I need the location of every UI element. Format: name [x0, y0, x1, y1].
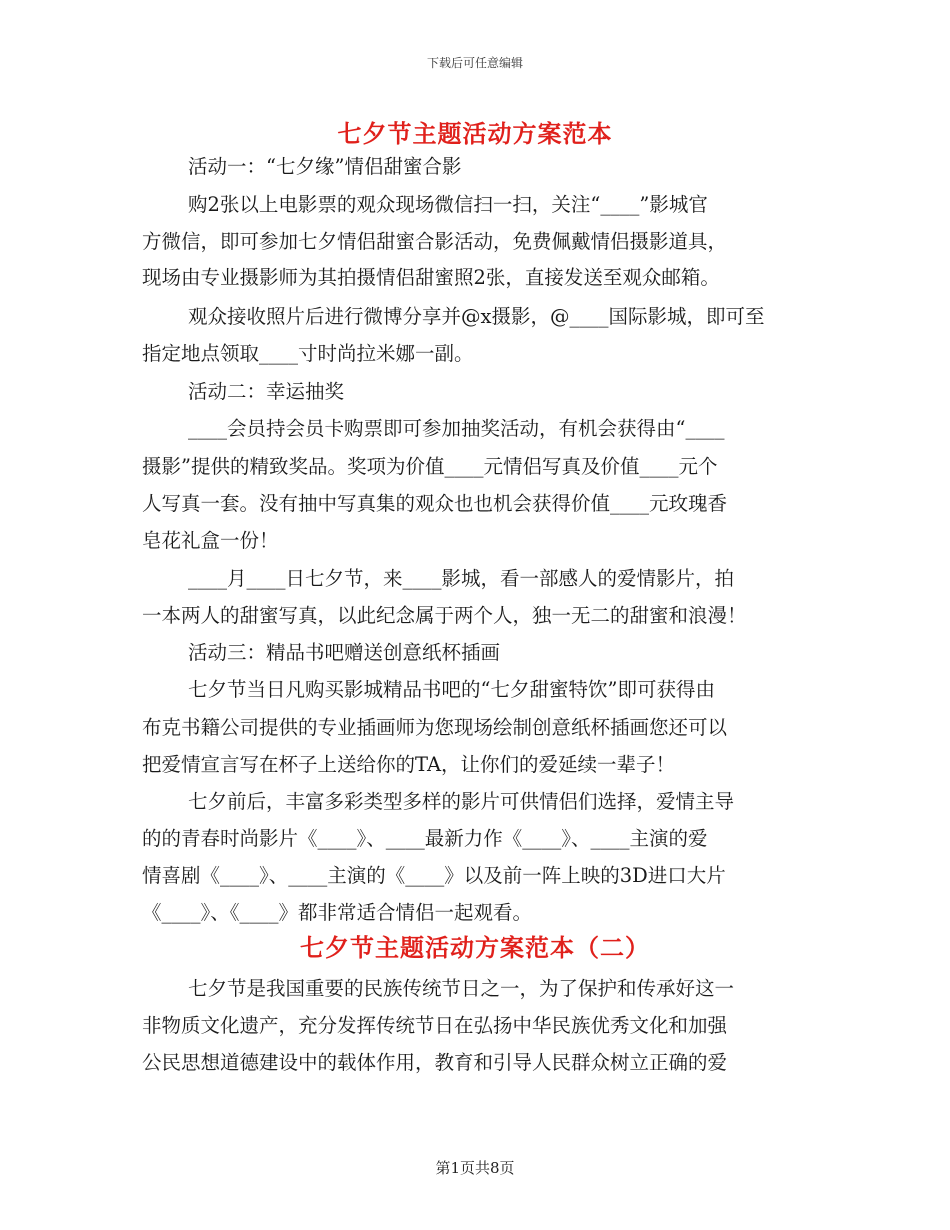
- paragraph-line: 《____》、《____》都非常适合情侣一起观看。: [142, 901, 533, 924]
- paragraph-line: 七夕前后，丰富多彩类型多样的影片可供情侣们选择，爱情主导: [188, 790, 735, 813]
- paragraph-line: ____月____日七夕节，来____影城，看一部感人的爱情影片，拍: [188, 567, 735, 590]
- paragraph-line: 活动二：幸运抽奖: [188, 380, 345, 403]
- page-header-note: 下载后可任意编辑: [426, 56, 523, 70]
- paragraph-line: 七夕节当日凡购买影城精品书吧的“七夕甜蜜特饮”即可获得由: [188, 678, 715, 701]
- paragraph-line: 活动三：精品书吧赠送创意纸杯插画: [188, 641, 501, 664]
- paragraph-line: 人写真一套。没有抽中写真集的观众也也机会获得价值____元玫瑰香: [142, 492, 728, 515]
- paragraph-line: 现场由专业摄影师为其拍摄情侣甜蜜照2张，直接发送至观众邮箱。: [142, 266, 720, 289]
- paragraph-line: 活动一：“七夕缘”情侣甜蜜合影: [188, 155, 462, 178]
- paragraph-line: 把爱情宣言写在杯子上送给你的TA，让你们的爱延续一辈子！: [142, 753, 676, 776]
- page-indicator: 第1页共8页: [435, 1159, 515, 1177]
- paragraph-line: 公民思想道德建设中的载体作用，教育和引导人民群众树立正确的爱: [142, 1051, 728, 1074]
- paragraph-line: 一本两人的甜蜜写真，以此纪念属于两个人，独一无二的甜蜜和浪漫！: [142, 604, 747, 627]
- document-title: 七夕节主题活动方案范本: [337, 119, 613, 148]
- paragraph-line: 观众接收照片后进行微博分享并@x摄影，@____国际影城，即可至: [188, 305, 765, 328]
- paragraph-line: 皂花礼盒一份！: [142, 529, 279, 552]
- paragraph-line: 情喜剧《____》、____主演的《____》以及前一阵上映的3D进口大片: [142, 864, 726, 887]
- paragraph-line: 布克书籍公司提供的专业插画师为您现场绘制创意纸杯插画您还可以: [142, 716, 728, 739]
- section-2-title: 七夕节主题活动方案范本（二）: [300, 933, 650, 962]
- paragraph-line: 指定地点领取____寸时尚拉米娜一副。: [142, 342, 474, 365]
- paragraph-line: 七夕节是我国重要的民族传统节日之一，为了保护和传承好这一: [188, 977, 735, 1000]
- paragraph-line: 购2张以上电影票的观众现场微信扫一扫，关注“____”影城官: [188, 193, 708, 216]
- paragraph-line: 方微信，即可参加七夕情侣甜蜜合影活动，免费佩戴情侣摄影道具，: [142, 230, 728, 253]
- paragraph-line: 非物质文化遗产，充分发挥传统节日在弘扬中华民族优秀文化和加强: [142, 1014, 728, 1037]
- paragraph-line: 摄影”提供的精致奖品。奖项为价值____元情侣写真及价值____元个: [142, 455, 718, 478]
- paragraph-line: 的的青春时尚影片《____》、____最新力作《____》、____主演的爱: [142, 827, 708, 850]
- paragraph-line: ____会员持会员卡购票即可参加抽奖活动，有机会获得由“____: [188, 417, 725, 440]
